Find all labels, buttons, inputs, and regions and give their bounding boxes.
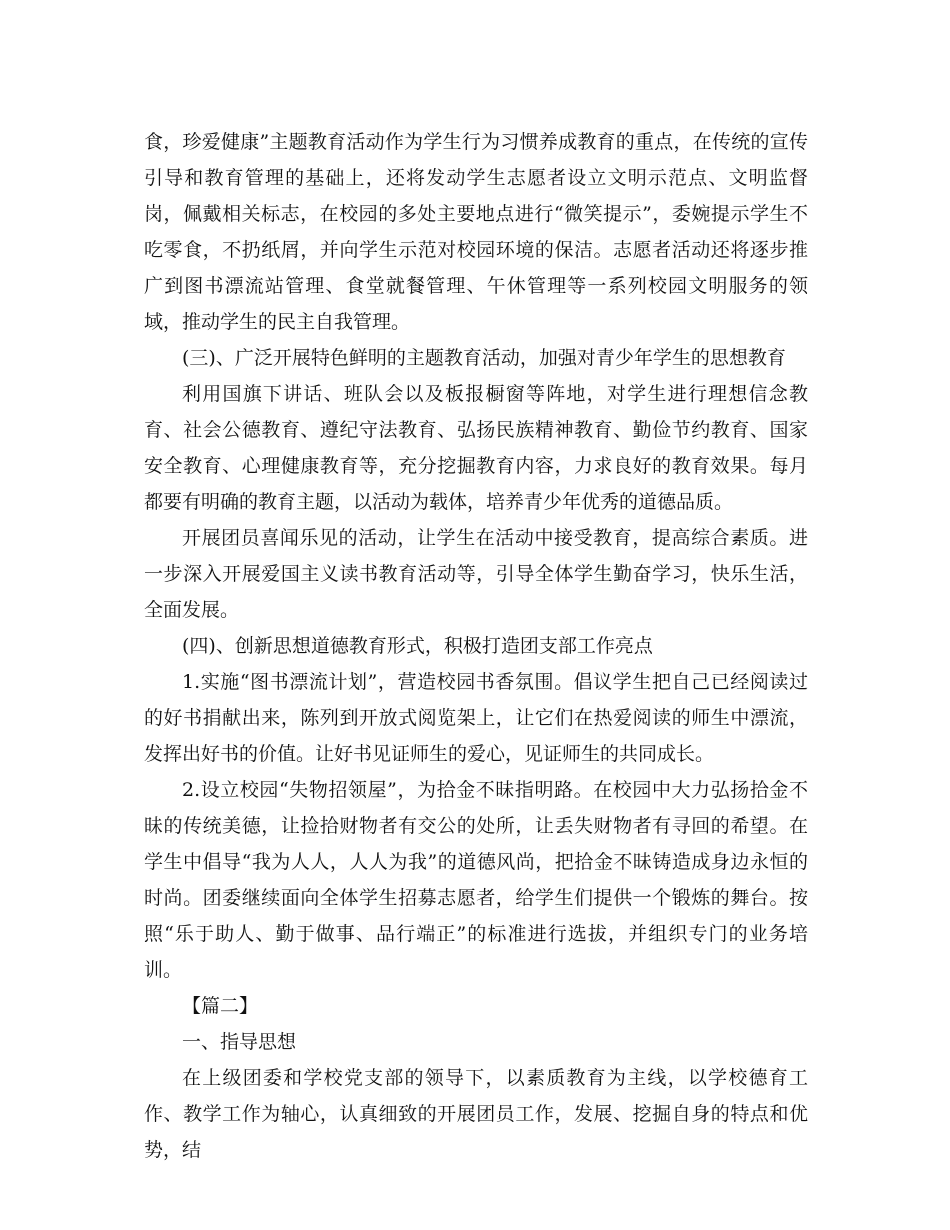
section-heading-four: (四)、创新思想道德教育形式，积极打造团支部工作亮点 (182, 635, 653, 657)
paragraph: 开展团员喜闻乐见的活动，让学生在活动中接受教育，提高综合素质。进一步深入开展爱国主义读书教育活动等，引导全体学生勤奋学习，快乐生活，全面发展。 (144, 527, 808, 621)
paragraph: 在上级团委和学校党支部的领导下，以素质教育为主线，以学校德育工作、教学工作为轴心，认真细致的开展团员工作，发展、挖掘自身的特点和优势，结 (144, 1067, 808, 1161)
paragraph: 2.设立校园“失物招领屋”，为拾金不昧指明路。在校园中大力弘扬拾金不昧的传统美德，让捡拾财物者有交公的处所，让丢失财物者有寻回的希望。在学生中倡导“我为人人，人人为我”的道德风尚，把拾金不昧铸造成身边永恒的时尚。团委继续面向全体学生招募志愿者，给学生们提供一个锻炼的舞台。按照“乐于助人、勤于做事、品行端正”的标准进行选拔，并组织专门的业务培训。 (144, 779, 808, 981)
paragraph: 1.实施“图书漂流计划”，营造校园书香氛围。倡议学生把自己已经阅读过的好书捐献出来，陈列到开放式阅览架上，让它们在热爱阅读的师生中漂流，发挥出好书的价值。让好书见证师生的爱心，见证师生的共同成长。 (144, 671, 808, 765)
paragraph: 利用国旗下讲话、班队会以及板报橱窗等阵地，对学生进行理想信念教育、社会公德教育、遵纪守法教育、弘扬民族精神教育、勤俭节约教育、国家安全教育、心理健康教育等，充分挖掘教育内容，力求良好的教育效果。每月都要有明确的教育主题，以活动为载体，培养青少年优秀的道德品质。 (144, 383, 808, 513)
paragraph-continuation: 食，珍爱健康”主题教育活动作为学生行为习惯养成教育的重点，在传统的宣传引导和教育管理的基础上，还将发动学生志愿者设立文明示范点、文明监督岗，佩戴相关标志，在校园的多处主要地点进行“微笑提示”，委婉提示学生不吃零食，不扔纸屑，并向学生示范对校园环境的保洁。志愿者活动还将逐步推广到图书漂流站管理、食堂就餐管理、午休管理等一系列校园文明服务的领域，推动学生的民主自我管理。 (144, 131, 808, 333)
document-body (144, 124, 808, 1168)
part-heading: 【篇二】 (182, 995, 259, 1017)
section-heading-guiding-ideology: 一、指导思想 (182, 1031, 297, 1053)
section-heading-three: (三)、广泛开展特色鲜明的主题教育活动，加强对青少年学生的思想教育 (182, 347, 786, 369)
